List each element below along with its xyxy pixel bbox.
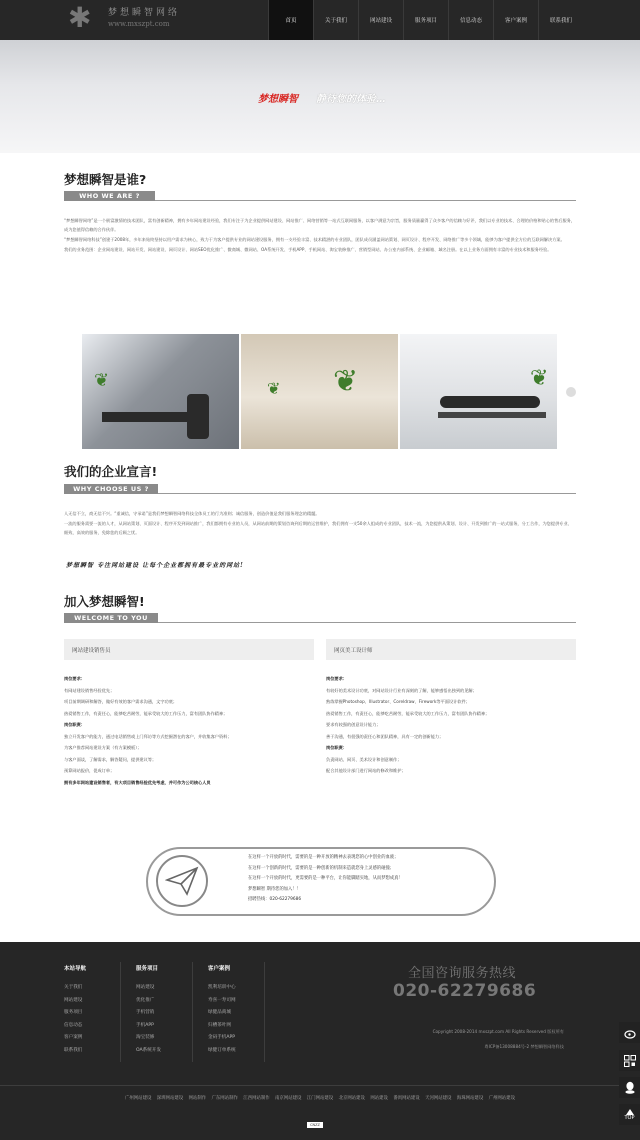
copyright-text: Copyright 2008-2014 mxszpt.com All Rights Reserved 版权所有 <box>432 1029 564 1034</box>
motto-paragraph: 人无信不立，商无信不兴。“重诚信，守承诺”是我们梦想瞬智网络科技全体员工的行为准则；诚信服务，创造价值是我们服务理念的精髓。 <box>64 511 320 516</box>
job-line: 预算网站报价，促成订单； <box>64 768 115 773</box>
company-motto: 梦想瞬智 专注网站建设 让每个企业都拥有最专业的网站! <box>66 562 244 569</box>
paper-plane-icon <box>156 855 208 907</box>
motto-paragraph: 一流的服务需要一流的人才，从网站策划、页面设计、程序开发到网站推广，我们都拥有专业的人员，从网站前期的策划咨询到后期的运营维护，我们拥有一支50余人组成的专业团队，技术一流，为您提供从策划、设计、开发到推广的一站式服务，分工合作，为您提供专业、细致、高效的服务，免除您的后顾之忧。 <box>64 521 572 535</box>
banner-brand: 梦想瞬智 <box>258 94 298 105</box>
job-card <box>326 639 576 777</box>
friend-link[interactable]: 网站制作 <box>188 1096 207 1101</box>
top-label: TOP <box>624 1114 635 1121</box>
recruit-text <box>248 853 403 906</box>
footer-col-site-nav <box>64 964 124 1057</box>
footer-link[interactable]: 客户案例 <box>64 1035 83 1040</box>
motto-tag: WHY CHOOSE US ? <box>64 484 158 494</box>
footer-link[interactable]: 服务项目 <box>64 1010 83 1015</box>
office-photo[interactable]: ❦ <box>82 334 239 449</box>
hotline-number: 020-62279686 <box>393 981 537 1001</box>
recruit-hotline: 招聘热线：020-62279686 <box>248 897 302 902</box>
friend-links <box>0 1095 640 1101</box>
footer-link[interactable]: 信息动态 <box>64 1022 83 1028</box>
friend-link[interactable]: 广州网站建设 <box>488 1096 515 1101</box>
nav-contact[interactable]: 联系我们 <box>538 0 583 40</box>
friend-link[interactable]: 南京网站建设 <box>275 1096 302 1101</box>
office-photo[interactable]: ❦ <box>400 334 557 449</box>
footer-link[interactable]: 寿喜一寿司网 <box>208 997 236 1003</box>
logo-name[interactable]: 梦想瞬智网络 <box>108 8 181 18</box>
nav-home[interactable]: 首页 <box>268 0 313 40</box>
nav-web-building[interactable]: 网站建设 <box>358 0 403 40</box>
friend-link[interactable]: 广州网站建设 <box>125 1096 152 1101</box>
office-gallery <box>82 334 558 449</box>
footer-link[interactable]: 网站建设 <box>64 997 83 1003</box>
job-line: 岗位职责： <box>64 722 85 727</box>
job-line: 拥有多年网站建设销售者，有大项目销售经验优先考虑，并可作为公司核心人员 <box>64 779 211 785</box>
footer-rule <box>0 1085 640 1086</box>
qq-icon[interactable] <box>619 1077 640 1098</box>
friend-link[interactable]: 番禺网站建设 <box>393 1096 420 1101</box>
join-tag: WELCOME TO YOU <box>64 613 158 623</box>
job-line: 与客户面谈，了解需求，解答疑问，提供建议等； <box>64 756 157 762</box>
footer-link[interactable]: 优化推广 <box>136 997 155 1003</box>
about-paragraph: “梦想瞬智网络科技”创建于2008年，多年来始终坚持以用户需求为核心，致力于为客户提供专业的网站建设服务，拥有一支经验丰富、技术精湛的专业团队，团队成员涵盖网站策划、网页设计、程序开发、网络推广等多个领域，能够为客户提供全方位的互联网解决方案。 <box>64 237 565 242</box>
job-line: 熟练掌握Photoshop、Illustrator、Coreldraw、Firework等平面设计软件； <box>326 699 470 704</box>
job-details <box>326 660 576 777</box>
nav-news[interactable]: 信息动态 <box>448 0 493 40</box>
footer-link[interactable]: 绿健订单系统 <box>208 1047 236 1053</box>
job-line: 善于沟通，有很强的责任心和团队精神，具有一定的创新能力； <box>326 733 444 739</box>
main-nav <box>268 0 583 40</box>
about-tag: WHO WE ARE ? <box>64 191 155 201</box>
job-details <box>64 660 314 788</box>
about-title: 梦想瞬智是谁? <box>64 172 147 187</box>
footer-link[interactable]: 淘宝装修 <box>136 1035 155 1040</box>
footer-col-title: 本站导航 <box>64 966 87 972</box>
job-line: 项目前期调研和解答，做好有效的客户需求沟通，文字功底； <box>64 699 178 704</box>
motto-title: 我们的企业宣言! <box>64 464 158 479</box>
job-card <box>64 639 314 788</box>
job-line: 独立开发客户的能力，通过电话销售或上门拜访等方式挖掘潜在的客户，并收集客户资料； <box>64 733 232 739</box>
banner-slogan: 静待您的体验… <box>316 94 386 105</box>
site-footer <box>0 942 640 1140</box>
footer-link[interactable]: 归槽茶叶网 <box>208 1022 231 1028</box>
motto-bar <box>64 484 576 494</box>
footer-link[interactable]: 手机营销 <box>136 1010 155 1015</box>
about-paragraph: “梦想瞬智网络”是一个极富激情的技术团队，富有创新精神，拥有多年网站建设经验，我们专注于为企业提供网站建设、网站推广、网络营销等一站式互联网服务，以客户满意为宗旨，服务质量赢得了众多客户的信赖与好评，我们以专业的技术、合理的价格和贴心的售后服务，成为您值得信赖的合作伙伴。 <box>64 218 576 232</box>
about-bar <box>64 191 576 201</box>
footer-col-cases <box>208 964 268 1057</box>
footer-link[interactable]: 网站建设 <box>136 985 155 990</box>
friend-link[interactable]: 江门网站建设 <box>306 1096 334 1101</box>
logo-star-icon[interactable]: ✱ <box>68 1 92 34</box>
job-line: 负责网站、网页、美术设计和创意制作； <box>326 756 402 762</box>
nav-cases[interactable]: 客户案例 <box>493 0 538 40</box>
job-line: 热爱销售工作，有责任心，能够吃苦耐劳，能承受较大的工作压力，富有团队协作精神； <box>326 710 490 716</box>
job-line: 有较好的美术设计功底，对网站设计行业有深刻的了解，能够感悟出独到的见解； <box>326 687 477 693</box>
about-text <box>64 216 576 255</box>
friend-link[interactable]: 北京网站建设 <box>338 1096 365 1101</box>
footer-link[interactable]: 绿健品商城 <box>208 1010 231 1015</box>
weibo-icon[interactable] <box>619 1022 640 1043</box>
footer-link[interactable]: 手机APP <box>136 1022 154 1028</box>
job-line: 岗位要求： <box>326 676 347 681</box>
job-line: 岗位职责： <box>326 745 347 750</box>
nav-services[interactable]: 服务项目 <box>403 0 448 40</box>
recruit-line: 梦想瞬智 期待您的加入！！ <box>248 886 301 892</box>
job-line: 热爱销售工作，有责任心，能够吃苦耐劳，能承受较大的工作压力，富有团队协作精神； <box>64 710 228 716</box>
friend-link[interactable]: 海珠网站建设 <box>456 1096 484 1101</box>
friend-link[interactable]: 网站建设 <box>370 1096 388 1101</box>
friend-link[interactable]: 深圳网站建设 <box>156 1096 184 1101</box>
logo-url: www.mxszpt.com <box>108 20 170 28</box>
footer-link[interactable]: 金码手机APP <box>208 1035 236 1040</box>
footer-divider <box>192 962 193 1062</box>
recruit-line: 在这样一个创新的时代，需要的是一种创新的机制来造就您身上灵感的碰撞； <box>248 865 395 871</box>
footer-divider <box>120 962 121 1062</box>
recruit-contact-box <box>146 847 496 916</box>
copyright-block <box>376 1024 564 1054</box>
footer-col-services <box>136 964 196 1057</box>
icp-text[interactable]: 粤ICP备13008884号-2 梦想瞬智网络科技 <box>484 1044 564 1049</box>
job-line: 要求有较强的创意设计能力； <box>326 722 381 727</box>
nav-about[interactable]: 关于我们 <box>313 0 358 40</box>
join-bar <box>64 613 576 623</box>
stat-badge[interactable]: CNZZ <box>307 1122 323 1128</box>
office-photo[interactable]: ❦ ❦ <box>241 334 398 449</box>
footer-col-title: 客户案例 <box>208 966 231 972</box>
friend-link[interactable]: 江西网站制作 <box>243 1096 270 1101</box>
job-title: 网站建设销售员 <box>64 639 314 660</box>
footer-link[interactable]: OA系统开发 <box>136 1047 162 1053</box>
motto-text <box>64 509 576 538</box>
footer-col-title: 服务项目 <box>136 966 159 972</box>
job-line: 为客户推荐网站建设方案（有方案模板）； <box>64 745 142 750</box>
footer-link[interactable]: 凯利培训中心 <box>208 985 236 990</box>
back-to-top-button[interactable] <box>619 1104 640 1125</box>
friend-link[interactable]: 广东网站制作 <box>211 1096 238 1101</box>
footer-link[interactable]: 联系我们 <box>64 1047 83 1053</box>
hotline-label: 全国咨询服务热线 <box>408 966 517 981</box>
footer-link[interactable]: 关于我们 <box>64 985 83 990</box>
job-title: 网页美工设计师 <box>326 639 576 660</box>
site-header <box>0 0 640 40</box>
job-line: 配合其他设计部门进行网站的修改和维护； <box>326 768 406 773</box>
qrcode-icon[interactable] <box>619 1050 640 1071</box>
gallery-next-button[interactable] <box>566 387 576 397</box>
recruit-line: 在这样一个开放的时代，更需要的是一种平台，让你能脚踏实地，从而梦想成真！ <box>248 876 403 881</box>
recruit-line: 在这样一个开放的时代，需要的是一种开放的精神去表现您的心中创业的血液； <box>248 855 399 860</box>
join-title: 加入梦想瞬智! <box>64 594 145 609</box>
job-line: 岗位要求： <box>64 676 85 681</box>
about-paragraph: 我们的业务范围：企业网站建设、网站开发、网站建设、网页设计、网站SEO优化推广、微商城、微网站、OA系统开发、手机APP、手机网站、淘宝装修推广、营销型网站、办公室内部系统、企业邮箱、域名注册。在以上业务方面拥有丰富的专业技术和服务经验。 <box>64 247 552 252</box>
job-line: 有网站建设销售经验优先； <box>64 687 115 693</box>
friend-link[interactable]: 天河网站建设 <box>425 1096 452 1101</box>
footer-divider <box>264 962 265 1062</box>
